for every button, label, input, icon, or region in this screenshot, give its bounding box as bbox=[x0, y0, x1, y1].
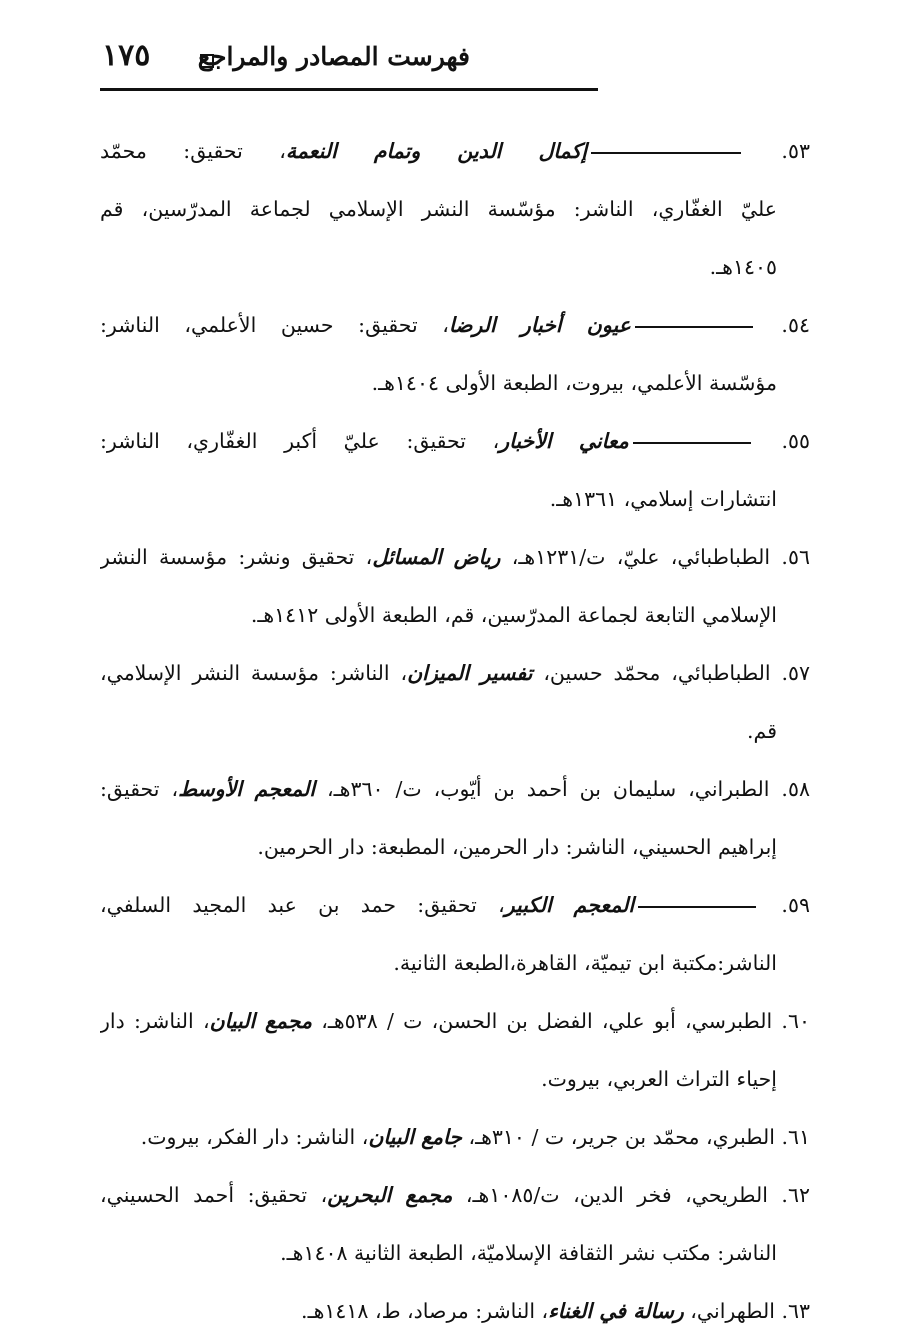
bibliography-entry bbox=[100, 122, 810, 296]
bibliography-entry bbox=[100, 876, 810, 992]
entry-details: ، الناشر: دار bbox=[100, 1009, 210, 1033]
entry-line bbox=[100, 122, 810, 180]
entry-text: ١٤٠٥هـ. bbox=[709, 255, 777, 279]
entry-number: ٥٩. bbox=[760, 893, 810, 917]
entry-text: مؤسّسة الأعلمي، بيروت، الطبعة الأولى ١٤٠٤هـ. bbox=[371, 371, 777, 395]
entry-line bbox=[100, 876, 810, 934]
entry-line bbox=[100, 702, 810, 760]
entry-title: جامع البيان bbox=[368, 1125, 462, 1149]
entry-details: ، تحقيق: حمد بن عبد المجيد السلفي، bbox=[100, 893, 505, 917]
bibliography-entry bbox=[100, 1108, 810, 1166]
entry-line bbox=[100, 1050, 810, 1108]
entry-number: ٦٣. bbox=[774, 1299, 810, 1323]
entry-number: ٥٦. bbox=[770, 545, 810, 569]
entry-title: المعجم الأوسط bbox=[178, 777, 316, 801]
entry-number: ٥٤. bbox=[756, 313, 810, 337]
ditto-dash bbox=[591, 152, 741, 154]
entry-details: ، تحقيق: bbox=[100, 777, 179, 801]
bibliography-entry bbox=[100, 296, 810, 412]
entry-title: المعجم الكبير bbox=[504, 893, 635, 917]
entry-title: رياض المسائل bbox=[372, 545, 501, 569]
entry-number: ٦١. bbox=[774, 1125, 810, 1149]
header-rule bbox=[100, 88, 598, 91]
entry-line bbox=[100, 586, 810, 644]
entry-details: ، الناشر: مرصاد، ط، ١٤١٨هـ. bbox=[301, 1299, 549, 1323]
entry-line bbox=[100, 354, 810, 412]
running-header bbox=[100, 36, 600, 86]
entry-line bbox=[100, 934, 810, 992]
entry-number: ٥٨. bbox=[769, 777, 810, 801]
entry-number: ٥٥. bbox=[754, 429, 810, 453]
entry-details: ، تحقيق: محمّد bbox=[100, 139, 286, 163]
entry-line bbox=[100, 180, 810, 238]
entry-line bbox=[100, 528, 810, 586]
entry-title: مجمع البحرين bbox=[327, 1183, 453, 1207]
entry-number: ٥٣. bbox=[744, 139, 810, 163]
entry-number: ٦٢. bbox=[767, 1183, 810, 1207]
entry-number: ٦٠. bbox=[772, 1009, 810, 1033]
entry-line bbox=[100, 1108, 810, 1166]
ditto-dash bbox=[638, 906, 756, 908]
bibliography-list bbox=[100, 122, 810, 1340]
entry-text: إبراهيم الحسيني، الناشر: دار الحرمين، المطبعة: دار الحرمين. bbox=[257, 835, 777, 859]
entry-line bbox=[100, 818, 810, 876]
entry-title: معاني الأخبار bbox=[499, 429, 629, 453]
page-number: ١٧٥ bbox=[102, 38, 151, 73]
entry-line bbox=[100, 1224, 810, 1282]
entry-title: مجمع البيان bbox=[209, 1009, 312, 1033]
bibliography-entry bbox=[100, 760, 810, 876]
entry-line bbox=[100, 470, 810, 528]
bibliography-entry bbox=[100, 644, 810, 760]
entry-author: الطباطبائي، محمّد حسين، bbox=[532, 661, 771, 685]
header-title: فهرست المصادر والمراجع bbox=[197, 42, 470, 71]
entry-details: ، الناشر: مؤسسة النشر الإسلامي، bbox=[100, 661, 408, 685]
entry-text: عليّ الغفّاري، الناشر: مؤسّسة النشر الإسلامي لجماعة المدرّسين، قم bbox=[100, 197, 777, 221]
bibliography-entry bbox=[100, 412, 810, 528]
entry-line bbox=[100, 644, 810, 702]
entry-author: الطبري، محمّد بن جرير، ت / ٣١٠هـ، bbox=[461, 1125, 775, 1149]
bibliography-entry bbox=[100, 1282, 810, 1340]
entry-number: ٥٧. bbox=[770, 661, 810, 685]
bibliography-entry bbox=[100, 528, 810, 644]
entry-text: قم. bbox=[747, 719, 777, 743]
entry-text: الناشر: مكتب نشر الثقافة الإسلاميّة، الطبعة الثانية ١٤٠٨هـ. bbox=[280, 1241, 777, 1265]
entry-text: إحياء التراث العربي، بيروت. bbox=[541, 1067, 777, 1091]
square-ornament-icon bbox=[200, 54, 214, 68]
entry-text: انتشارات إسلامي، ١٣٦١هـ. bbox=[549, 487, 777, 511]
entry-line bbox=[100, 992, 810, 1050]
entry-details: ، الناشر: دار الفكر، بيروت. bbox=[140, 1125, 369, 1149]
ditto-dash bbox=[633, 442, 751, 444]
entry-line bbox=[100, 238, 810, 296]
entry-details: ، تحقيق ونشر: مؤسسة النشر bbox=[100, 545, 373, 569]
entry-title: إكمال الدين وتمام النعمة bbox=[285, 139, 587, 163]
entry-line bbox=[100, 296, 810, 354]
entry-title: رسالة في الغناء bbox=[548, 1299, 684, 1323]
entry-text: الإسلامي التابعة لجماعة المدرّسين، قم، الطبعة الأولى ١٤١٢هـ. bbox=[250, 603, 777, 627]
entry-author: الطريحي، فخر الدين، ت/١٠٨٥هـ، bbox=[452, 1183, 768, 1207]
entry-details: ، تحقيق: حسين الأعلمي، الناشر: bbox=[100, 313, 449, 337]
ditto-dash bbox=[635, 326, 753, 328]
entry-author: الطبرسي، أبو علي، الفضل بن الحسن، ت / ٥٣٨هـ، bbox=[312, 1009, 773, 1033]
entry-line bbox=[100, 1166, 810, 1224]
entry-details: ، تحقيق: عليّ أكبر الغفّاري، الناشر: bbox=[100, 429, 500, 453]
entry-author: الطبراني، سليمان بن أحمد بن أيّوب، ت/ ٣٦٠هـ، bbox=[315, 777, 770, 801]
entry-title: عيون أخبار الرضا bbox=[448, 313, 631, 337]
entry-line bbox=[100, 1282, 810, 1340]
entry-text: الناشر:مكتبة ابن تيميّة، القاهرة،الطبعة الثانية. bbox=[393, 951, 777, 975]
entry-line bbox=[100, 760, 810, 818]
entry-author: الطباطبائي، عليّ، ت/١٢٣١هـ، bbox=[500, 545, 771, 569]
entry-details: ، تحقيق: أحمد الحسيني، bbox=[100, 1183, 328, 1207]
bibliography-entry bbox=[100, 1166, 810, 1282]
entry-author: الطهراني، bbox=[683, 1299, 775, 1323]
entry-line bbox=[100, 412, 810, 470]
entry-title: تفسير الميزان bbox=[407, 661, 533, 685]
bibliography-entry bbox=[100, 992, 810, 1108]
